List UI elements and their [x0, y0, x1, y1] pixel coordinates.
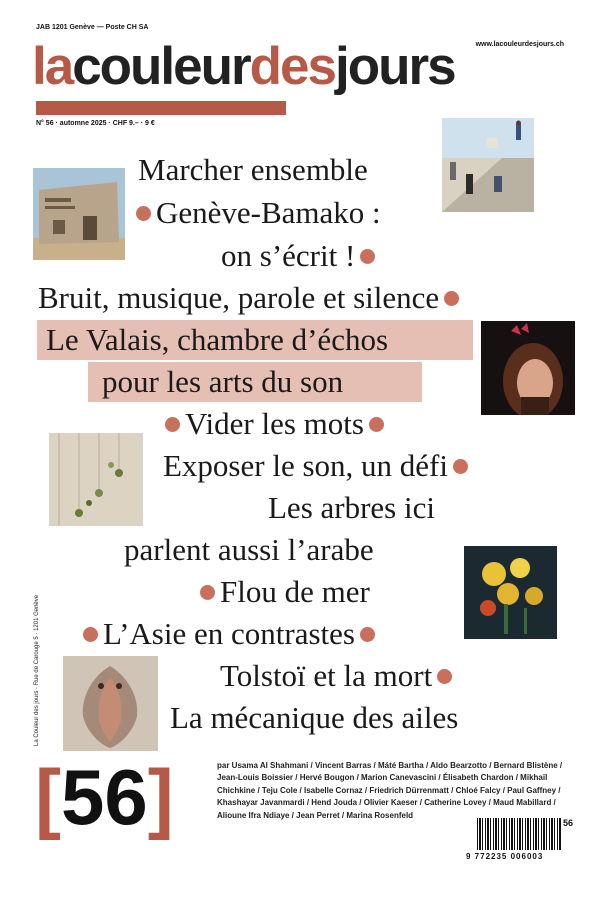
photo-stairs-people	[442, 118, 534, 212]
issue-number-value: 56	[60, 753, 148, 841]
headline-5[interactable]: Le Valais, chambre d’échos	[46, 322, 389, 357]
bullet-dot	[437, 669, 452, 684]
masthead-jours: jours	[334, 37, 455, 96]
website-link[interactable]: www.lacouleurdesjours.ch	[475, 41, 564, 48]
headline-14[interactable]: La mécanique des ailes	[170, 700, 459, 735]
bullet-dot	[200, 585, 215, 600]
headline-8[interactable]: Exposer le son, un défi	[163, 446, 473, 486]
bullet-dot	[136, 206, 151, 221]
bullet-dot	[83, 627, 98, 642]
headline-3[interactable]: on s’écrit !	[221, 236, 380, 276]
bullet-dot	[369, 417, 384, 432]
masthead-la: la	[32, 37, 73, 96]
bullet-dot	[444, 291, 459, 306]
headline-1[interactable]: Marcher ensemble	[138, 152, 368, 187]
bullet-dot	[453, 459, 468, 474]
headline-9[interactable]: Les arbres ici	[268, 490, 435, 525]
barcode-number: 9 772235 006003	[466, 852, 544, 861]
bullet-dot	[360, 249, 375, 264]
barcode-issue: 56	[563, 818, 574, 828]
masthead-couleur: couleur	[72, 37, 250, 96]
headline-10[interactable]: parlent aussi l’arabe	[124, 532, 374, 567]
barcode-icon	[477, 818, 561, 850]
headline-6[interactable]: pour les arts du son	[102, 364, 344, 399]
contributors-list: par Usama Al Shahmani / Vincent Barras / Máté Bartha / Aldo Bearzotto / Bernard Blistène / Jean-Louis Boissier / Hervé Bougon / Marion Canevascini / Élisabeth Chardon / Mikhaïl Chichkine / Teju Cole / Isabelle Cornaz / Friedrich Dürrenmatt / Chloé Falcy / Paul Gaffney / Khashayar Javanmardi / Hend Jouda / Olivier Kaeser / Catherine Lovey / Maud Mabillard / Alioune Ifra Ndiaye / Jean Perret / Marina Rosenfeld	[217, 761, 563, 820]
issue-info: N° 56 · automne 2025 · CHF 9.– · 9 €	[36, 120, 155, 127]
issue-number	[35, 753, 174, 841]
headline-12[interactable]: L’Asie en contrastes	[78, 614, 380, 654]
photo-wing-sculpture	[63, 656, 158, 751]
masthead-accent-bar	[36, 101, 286, 115]
postal-info: JAB 1201 Genève — Poste CH SA	[36, 24, 149, 31]
photo-girl-portrait	[481, 321, 575, 415]
headline-7[interactable]: Vider les mots	[160, 404, 389, 444]
headline-13[interactable]: Tolstoï et la mort	[220, 656, 457, 696]
photo-building-bamako	[33, 168, 125, 260]
headline-11[interactable]: Flou de mer	[195, 572, 370, 612]
bullet-dot	[165, 417, 180, 432]
photo-sound-installation	[49, 433, 143, 526]
side-address: La Couleur des jours · Rue de Carouge 5 · 1201 Genève	[34, 594, 40, 746]
photo-flowers-painting	[464, 546, 557, 639]
masthead-des: des	[249, 37, 335, 96]
masthead	[32, 37, 455, 96]
headline-4[interactable]: Bruit, musique, parole et silence	[38, 278, 464, 318]
bullet-dot	[360, 627, 375, 642]
bracket-open: [	[35, 753, 61, 841]
headline-2[interactable]: Genève-Bamako :	[131, 193, 381, 233]
bracket-close: ]	[147, 753, 174, 841]
